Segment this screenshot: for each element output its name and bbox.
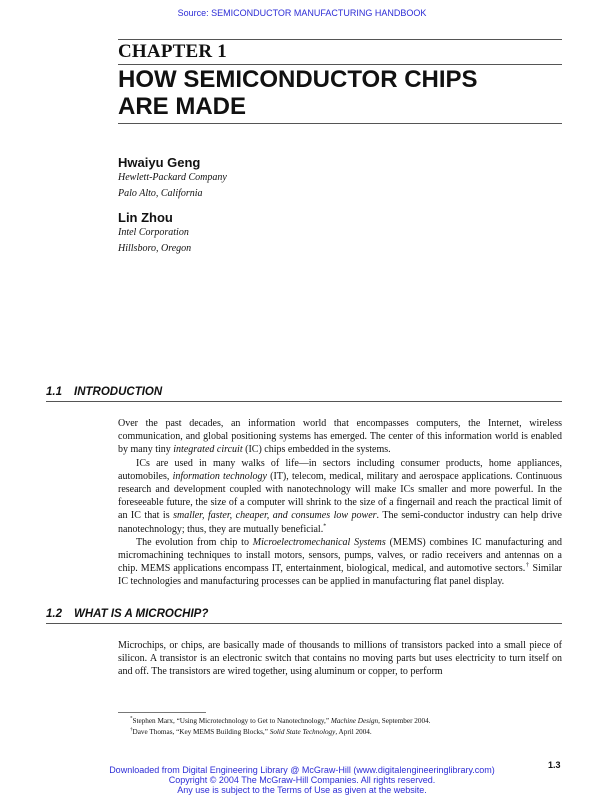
author-affiliation: [118, 225, 191, 257]
intro-body: [118, 417, 562, 589]
chapter-label: CHAPTER 1: [118, 41, 227, 62]
author-org: Hewlett-Packard Company: [118, 172, 227, 183]
author-name: Lin Zhou: [118, 210, 173, 225]
title-line-2: ARE MADE: [118, 93, 247, 120]
footer-line[interactable]: Any use is subject to the Terms of Use as given at the website.: [177, 785, 427, 795]
section-heading-microchip: [46, 608, 208, 620]
footer-line[interactable]: Downloaded from Digital Engineering Library @ McGraw-Hill (www.digitalengineeringlibrary.com): [109, 765, 495, 775]
footnote: *Stephen Marx, “Using Microtechnology to Get to Nanotechnology,” Machine Design, September 2004.: [130, 716, 431, 725]
title-line-1: HOW SEMICONDUCTOR CHIPS: [118, 66, 478, 93]
footnote: †Dave Thomas, “Key MEMS Building Blocks,” Solid State Technology, April 2004.: [130, 727, 372, 736]
download-footer[interactable]: [0, 765, 604, 795]
author-location: Hillsboro, Oregon: [118, 243, 192, 254]
source-line[interactable]: Source: SEMICONDUCTOR MANUFACTURING HANDBOOK: [177, 8, 427, 18]
footnote-marker: *: [323, 523, 327, 530]
author-affiliation: [118, 170, 227, 202]
section-rule: [46, 623, 562, 624]
section-rule: [46, 401, 562, 402]
section-number: 1.1: [46, 386, 62, 398]
paragraph: Over the past decades, an information world that encompasses computers, the Internet, wireless communication, and global positioning systems has emerged. The center of this information world is enabled by many tiny integrated circuit (IC) chips embedded in the systems.: [118, 418, 562, 456]
section-title: WHAT IS A MICROCHIP?: [74, 608, 209, 620]
chapter-bottom-rule: [118, 123, 562, 124]
page-number: 1.3: [548, 760, 561, 770]
chapter-mid-rule: [118, 64, 562, 65]
paragraph: Microchips, or chips, are basically made of thousands to millions of transistors packed into a small piece of silicon. A transistor is an electronic switch that contains no moving parts but uses electricity to turn itself on and off. The transistors are wired together, using aluminum or copper, to perform: [118, 640, 562, 678]
paragraph: ICs are used in many walks of life—in sectors including consumer products, home appliances, automobiles, information technology (IT), telecom, medical, military and aerospace applications. Continuous research and development coupled with nanotechnology will make ICs smaller and more powerful. In the foreseeable future, the size of a computer will shrink to the size of a fingernail and reach the practical limit of an IC that is smaller, faster, cheaper, and consumes low power. The semi-conductor industry can help drive nanotechnology; thus, they are mutually beneficial.*: [118, 457, 563, 535]
author-org: Intel Corporation: [118, 227, 189, 238]
section-heading-introduction: [46, 386, 162, 398]
footnote-marker: †: [525, 562, 530, 569]
footer-line: Copyright © 2004 The McGraw-Hill Companies. All rights reserved.: [168, 775, 436, 785]
chapter-top-rule: [118, 39, 562, 40]
paragraph: The evolution from chip to Microelectromechanical Systems (MEMS) combines IC manufacturing and micromachining techniques to install motors, sensors, pumps, valves, or radio receivers and antennas on a chip. MEMS applications encompass IT, entertainment, biological, medical, and automotive sectors.† Similar IC technologies and manufacturing processes can be applied in manufacturing flat panel display.: [118, 536, 563, 588]
page-title: [118, 66, 562, 120]
microchip-body: [118, 639, 562, 679]
author-name: Hwaiyu Geng: [118, 155, 201, 170]
section-title: INTRODUCTION: [74, 386, 163, 398]
section-number: 1.2: [46, 608, 62, 620]
footnote-rule: [118, 712, 206, 713]
author-location: Palo Alto, California: [118, 188, 203, 199]
